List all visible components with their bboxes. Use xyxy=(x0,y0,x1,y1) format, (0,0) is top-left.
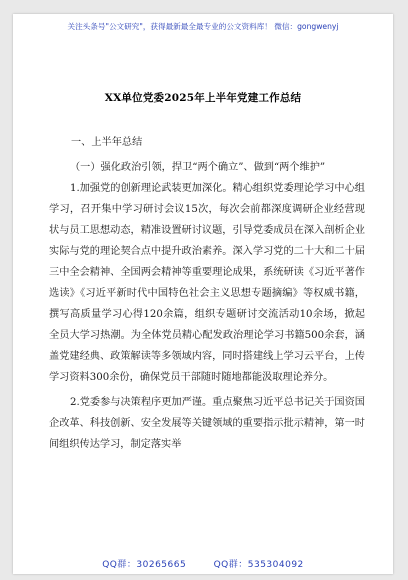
footer-qq-group-1: QQ群：30265665 xyxy=(102,560,187,570)
section-heading: 一、上半年总结 xyxy=(71,137,143,148)
top-banner: 关注头条号"公文研究"，获得最新最全最专业的公文资料库！ 微信：gongwenyj xyxy=(67,22,339,31)
footer xyxy=(13,557,393,570)
document-title: XX单位党委2025年上半年党建工作总结 xyxy=(104,92,302,104)
subsection-heading: （一）强化政治引领，捍卫“两个确立”、做到“两个维护” xyxy=(70,162,326,173)
document-body xyxy=(49,132,365,455)
footer-qq-group-2: QQ群：535304092 xyxy=(213,560,304,570)
document-page xyxy=(13,14,393,574)
paragraph-1: 1.加强党的创新理论武装更加深化。精心组织党委理论学习中心组学习，召开集中学习研讨会议15次，每次会前都深度调研企业经营现状与员工思想动态，精准设置研讨议题，引导党委成员在深入剖析企业实际与党的理论契合点中提升政治素养。深入学习党的二十大和二十届三中全会精神、全国两会精神等重要理论成果，系统研读《习近平著作选读》《习近平新时代中国特色社会主义思想专题摘编》等权威书籍，撰写高质量学习心得120余篇，组织专题研讨交流活动10余场，掀起全员大学习热潮。为全体党员精心配发政治理论学习书籍500余套，涵盖党建经典、政策解读等多领域内容，同时搭建线上学习云平台，上传学习资料300余份，确保党员干部随时随地都能汲取理论养分。 xyxy=(49,183,365,383)
paragraph-2: 2.党委参与决策程序更加严谨。重点聚焦习近平总书记关于国资国企改革、科技创新、安全发展等关键领域的重要指示批示精神，第一时间组织传达学习，制定落实举 xyxy=(49,397,365,450)
